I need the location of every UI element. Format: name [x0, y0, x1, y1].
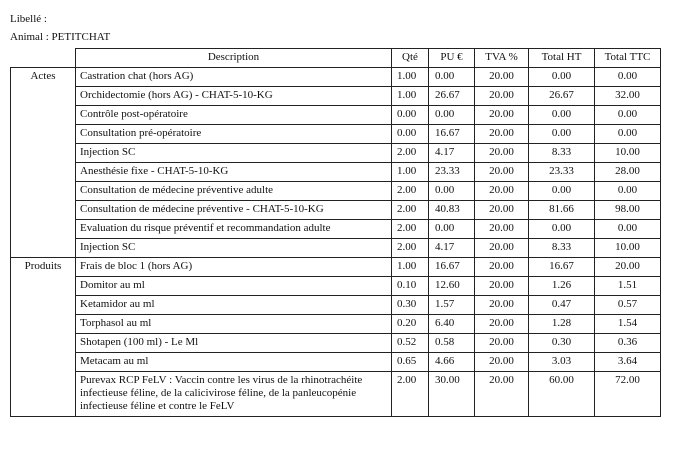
cell-description: Torphasol au ml [76, 315, 392, 334]
cell-total-ttc: 0.00 [595, 125, 661, 144]
cell-qte: 2.00 [392, 239, 429, 258]
table-row [11, 125, 661, 144]
cell-tva: 20.00 [475, 68, 529, 87]
category-cell [11, 125, 76, 144]
cell-pu: 16.67 [429, 125, 475, 144]
cell-qte: 2.00 [392, 220, 429, 239]
cell-total-ttc: 0.00 [595, 182, 661, 201]
header-row [11, 49, 661, 68]
cell-qte: 0.00 [392, 106, 429, 125]
cell-qte: 0.65 [392, 353, 429, 372]
table-row [11, 315, 661, 334]
cell-pu: 0.58 [429, 334, 475, 353]
table-row [11, 68, 661, 87]
cell-total-ttc: 72.00 [595, 372, 661, 417]
cell-total-ht: 0.00 [529, 125, 595, 144]
cell-total-ht: 3.03 [529, 353, 595, 372]
category-cell [11, 182, 76, 201]
cell-description: Metacam au ml [76, 353, 392, 372]
cell-total-ttc: 10.00 [595, 239, 661, 258]
category-cell [11, 106, 76, 125]
cell-total-ttc: 20.00 [595, 258, 661, 277]
cell-description: Castration chat (hors AG) [76, 68, 392, 87]
table-row [11, 144, 661, 163]
cell-pu: 16.67 [429, 258, 475, 277]
cell-qte: 1.00 [392, 68, 429, 87]
cell-tva: 20.00 [475, 315, 529, 334]
col-description: Description [76, 49, 392, 68]
category-cell [11, 296, 76, 315]
cell-total-ttc: 28.00 [595, 163, 661, 182]
cell-description: Contrôle post-opératoire [76, 106, 392, 125]
cell-tva: 20.00 [475, 277, 529, 296]
category-cell [11, 277, 76, 296]
table-row [11, 372, 661, 417]
cell-tva: 20.00 [475, 182, 529, 201]
cell-tva: 20.00 [475, 372, 529, 417]
cell-total-ttc: 1.51 [595, 277, 661, 296]
cell-qte: 0.52 [392, 334, 429, 353]
category-cell [11, 334, 76, 353]
table-row [11, 87, 661, 106]
cell-total-ttc: 0.36 [595, 334, 661, 353]
cell-qte: 0.20 [392, 315, 429, 334]
cell-description: Orchidectomie (hors AG) - CHAT-5-10-KG [76, 87, 392, 106]
cell-total-ht: 1.28 [529, 315, 595, 334]
cell-total-ht: 60.00 [529, 372, 595, 417]
cell-description: Evaluation du risque préventif et recommandation adulte [76, 220, 392, 239]
cell-qte: 2.00 [392, 372, 429, 417]
cell-total-ttc: 0.00 [595, 106, 661, 125]
cell-qte: 1.00 [392, 163, 429, 182]
col-tva: TVA % [475, 49, 529, 68]
cell-description: Shotapen (100 ml) - Le Ml [76, 334, 392, 353]
cell-description: Anesthésie fixe - CHAT-5-10-KG [76, 163, 392, 182]
col-qte: Qté [392, 49, 429, 68]
cell-total-ht: 16.67 [529, 258, 595, 277]
cell-pu: 4.66 [429, 353, 475, 372]
cell-total-ht: 0.00 [529, 182, 595, 201]
table-row [11, 201, 661, 220]
cell-total-ht: 0.00 [529, 68, 595, 87]
cell-pu: 4.17 [429, 239, 475, 258]
cell-qte: 0.10 [392, 277, 429, 296]
table-row [11, 239, 661, 258]
cell-description: Purevax RCP FeLV : Vaccin contre les virus de la rhinotrachéite infectieuse féline, de la calicivirose féline, de la panleucopénie infectieuse féline et contre le FeLV [76, 372, 392, 417]
category-cell [11, 239, 76, 258]
table-row [11, 220, 661, 239]
table-row [11, 163, 661, 182]
cell-total-ht: 0.00 [529, 220, 595, 239]
cell-total-ttc: 0.00 [595, 68, 661, 87]
cell-pu: 0.00 [429, 220, 475, 239]
cell-tva: 20.00 [475, 87, 529, 106]
category-cell [11, 353, 76, 372]
cell-qte: 0.30 [392, 296, 429, 315]
table-row [11, 258, 661, 277]
table-body [11, 68, 661, 417]
cell-tva: 20.00 [475, 125, 529, 144]
cell-description: Consultation de médecine préventive - CHAT-5-10-KG [76, 201, 392, 220]
category-cell: Actes [11, 68, 76, 87]
cell-total-ht: 23.33 [529, 163, 595, 182]
cell-pu: 30.00 [429, 372, 475, 417]
category-cell [11, 87, 76, 106]
cell-tva: 20.00 [475, 258, 529, 277]
cell-total-ttc: 3.64 [595, 353, 661, 372]
cell-tva: 20.00 [475, 220, 529, 239]
cell-pu: 4.17 [429, 144, 475, 163]
cell-total-ttc: 1.54 [595, 315, 661, 334]
invoice-table [10, 48, 661, 417]
cell-total-ttc: 0.00 [595, 220, 661, 239]
cell-pu: 1.57 [429, 296, 475, 315]
cell-pu: 0.00 [429, 106, 475, 125]
cell-pu: 0.00 [429, 68, 475, 87]
cell-description: Frais de bloc 1 (hors AG) [76, 258, 392, 277]
cell-qte: 2.00 [392, 182, 429, 201]
cell-pu: 12.60 [429, 277, 475, 296]
cell-pu: 6.40 [429, 315, 475, 334]
cell-qte: 2.00 [392, 201, 429, 220]
category-cell [11, 163, 76, 182]
cell-description: Consultation de médecine préventive adulte [76, 182, 392, 201]
cell-pu: 23.33 [429, 163, 475, 182]
table-row [11, 277, 661, 296]
cell-tva: 20.00 [475, 201, 529, 220]
cell-total-ht: 26.67 [529, 87, 595, 106]
cell-tva: 20.00 [475, 353, 529, 372]
cell-description: Ketamidor au ml [76, 296, 392, 315]
cell-total-ht: 1.26 [529, 277, 595, 296]
cell-qte: 1.00 [392, 258, 429, 277]
category-cell [11, 372, 76, 417]
table-row [11, 182, 661, 201]
cell-total-ht: 8.33 [529, 144, 595, 163]
cell-tva: 20.00 [475, 106, 529, 125]
cell-pu: 26.67 [429, 87, 475, 106]
cell-description: Domitor au ml [76, 277, 392, 296]
category-cell [11, 220, 76, 239]
cell-qte: 1.00 [392, 87, 429, 106]
cell-qte: 2.00 [392, 144, 429, 163]
cell-tva: 20.00 [475, 334, 529, 353]
cell-tva: 20.00 [475, 239, 529, 258]
cell-total-ttc: 10.00 [595, 144, 661, 163]
cell-qte: 0.00 [392, 125, 429, 144]
cell-pu: 40.83 [429, 201, 475, 220]
cell-total-ht: 81.66 [529, 201, 595, 220]
col-total-ttc: Total TTC [595, 49, 661, 68]
cell-tva: 20.00 [475, 296, 529, 315]
table-row [11, 353, 661, 372]
cell-description: Consultation pré-opératoire [76, 125, 392, 144]
cell-tva: 20.00 [475, 144, 529, 163]
libelle-label: Libellé : [10, 13, 47, 25]
cell-total-ht: 0.30 [529, 334, 595, 353]
table-row [11, 106, 661, 125]
cell-total-ht: 8.33 [529, 239, 595, 258]
cell-total-ht: 0.47 [529, 296, 595, 315]
cell-total-ttc: 98.00 [595, 201, 661, 220]
cell-total-ttc: 0.57 [595, 296, 661, 315]
cell-description: Injection SC [76, 239, 392, 258]
animal-label: Animal : PETITCHAT [10, 31, 111, 43]
table-row [11, 296, 661, 315]
cell-pu: 0.00 [429, 182, 475, 201]
category-cell [11, 144, 76, 163]
category-cell [11, 315, 76, 334]
table-row [11, 334, 661, 353]
cell-total-ht: 0.00 [529, 106, 595, 125]
col-pu: PU € [429, 49, 475, 68]
cell-description: Injection SC [76, 144, 392, 163]
col-total-ht: Total HT [529, 49, 595, 68]
header-blank-cell [11, 49, 76, 68]
table-header [11, 49, 661, 68]
cell-tva: 20.00 [475, 163, 529, 182]
category-cell [11, 201, 76, 220]
category-cell: Produits [11, 258, 76, 277]
cell-total-ttc: 32.00 [595, 87, 661, 106]
